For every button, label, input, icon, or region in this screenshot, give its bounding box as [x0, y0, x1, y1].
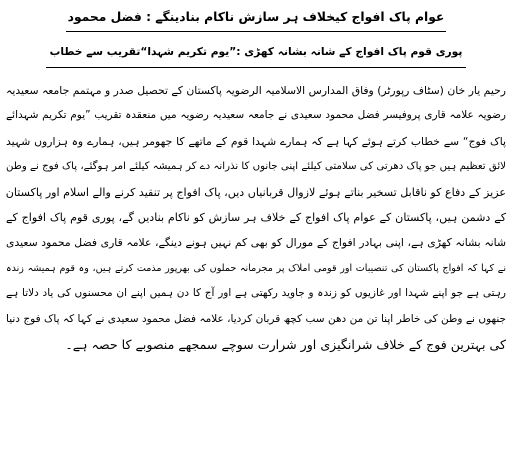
body-line: شانہ بشانہ کھڑی ہے، اپنی بہادر افواج کے مورال کو بھی کم نہیں ہونے دینگے، علامہ قاری فضل محمود سعیدی — [6, 236, 506, 250]
headline: عوام پاک افواج کیخلاف ہر سازش ناکام بنادینگے : فضل محمود — [67, 10, 445, 24]
body-line: رضویہ علامہ قاری پروفیسر فضل محمود سعیدی نے جامعہ سعیدیہ رضویہ میں منعقدہ تقریب ”یوم تکریم شہدائے — [6, 109, 506, 122]
body-line: عزیز کے دفاع کو ناقابل تسخیر بناتے ہوئے لازوال قربانیاں دیں، پاک افواج پر تنقید کرنے والے اسلام اور پاکستان — [6, 185, 506, 199]
body-line: نے کہا کہ افواج پاکستان کی تنصیبات اور قومی املاک پر مجرمانہ حملوں کی بھرپور مذمت کرتے ہیں، وہ قوم ہمیشہ زندہ — [6, 262, 506, 274]
body-line: جنھوں نے وطن کی خاطر اپنا تن من دھن سب کچھ قربان کردیا، علامہ فضل محمود سعیدی نے کہا کہ پاک فوج دنیا — [6, 312, 506, 325]
body-line: لائق تعظیم ہیں جو پاک دھرتی کی سلامتی کیلئے اپنی جانوں کا نذرانہ دے کر ہمیشہ کیلئے امر ہوگئے، پاک فوج نے وطن — [6, 161, 506, 173]
body-line: کے دشمن ہیں، پاکستان کے عوام پاک افواج کے خلاف ہر سازش کو ناکام بنادیں گے، پوری قوم پاک افواج کے — [6, 211, 506, 225]
article-body — [6, 78, 506, 357]
body-line: کی بہترین فوج کے خلاف شرانگیزی اور شرارت سوچے سمجھے منصوبے کا حصہ ہے۔ — [65, 337, 506, 353]
body-line: پاک فوج“ سے خطاب کرتے ہوئے کہا ہے کہ ہمارے شہدا قوم کے ماتھے کا جھومر ہیں، ہمارے وہ ہزاروں شہید — [6, 134, 506, 148]
headline-block — [66, 4, 446, 32]
subheadline: پوری قوم پاک افواج کے شانہ بشانہ کھڑی :”یوم تکریم شہدا“تقریب سے خطاب — [49, 45, 463, 58]
subheadline-block — [46, 38, 466, 68]
body-line: رہتی ہے جو اپنے شہدا اور غازیوں کو زندہ و جاوید رکھتی ہے اور آج کا دن ہمیں اپنے ان محسنوں کی یاد دلاتا ہے — [6, 287, 506, 300]
body-line: رحیم یار خان (سٹاف رپورٹر) وفاق المدارس الاسلامیہ الرضویہ پاکستان کے تحصیل صدر و مہتمم جامعہ سعیدیہ — [6, 84, 506, 97]
